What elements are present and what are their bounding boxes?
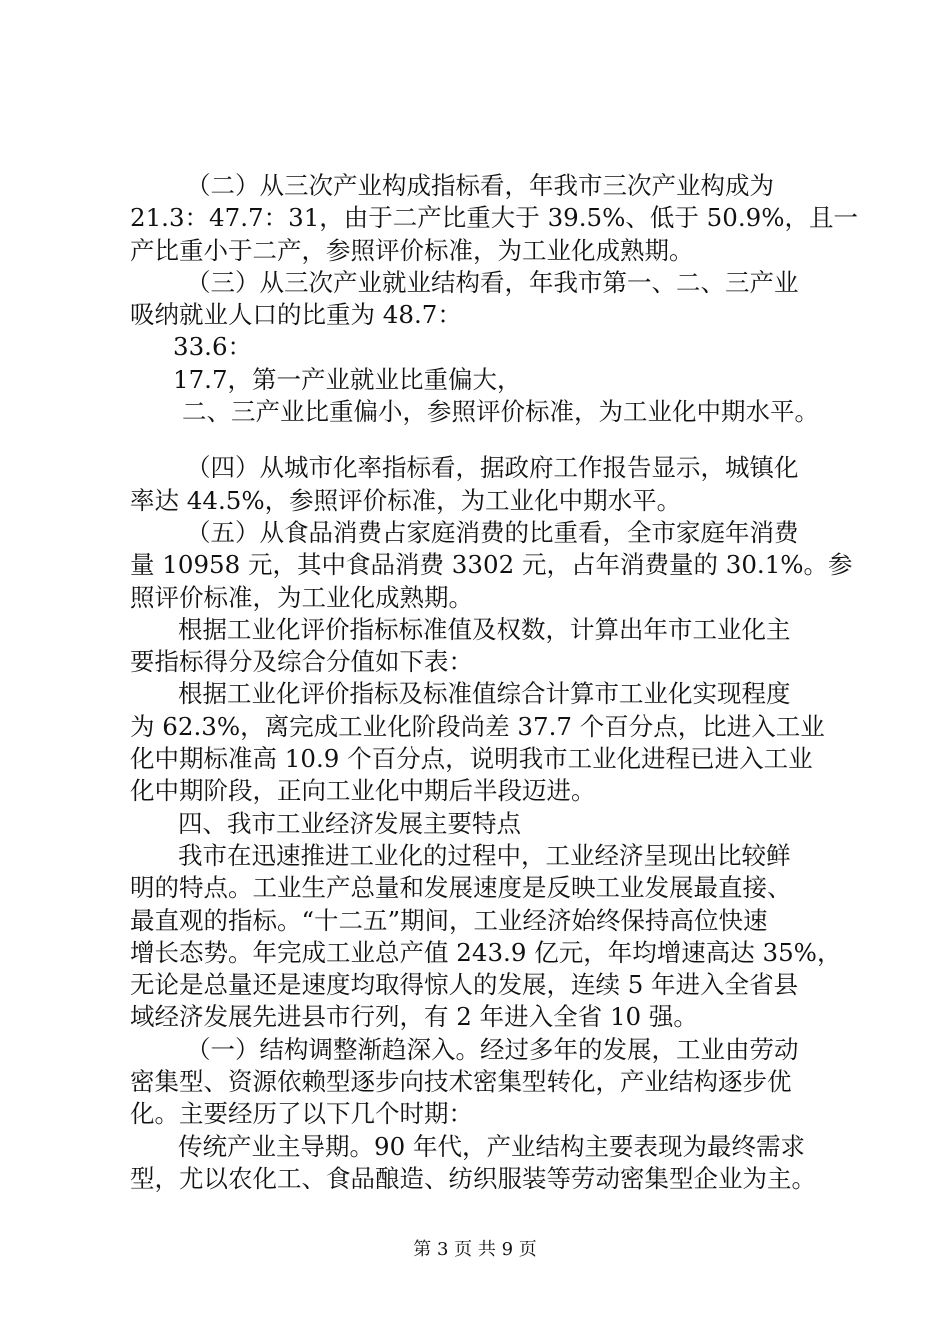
paragraph-line: 明的特点。工业生产总量和发展速度是反映工业发展最直接、 bbox=[130, 873, 792, 903]
paragraph-line: （二）从三次产业构成指标看，年我市三次产业构成为 bbox=[186, 171, 774, 200]
paragraph-line: 照评价标准，为工业化成熟期。 bbox=[130, 582, 473, 612]
paragraph-line: 最直观的指标。“十二五”期间，工业经济始终保持高位快速 bbox=[130, 905, 768, 935]
paragraph-line: （一）结构调整渐趋深入。经过多年的发展，工业由劳动 bbox=[186, 1034, 799, 1064]
paragraph-line: 产比重小于二产，参照评价标准，为工业化成熟期。 bbox=[130, 235, 694, 265]
paragraph-line: 域经济发展先进县市行列，有 2 年进入全省 10 强。 bbox=[130, 1002, 698, 1032]
paragraph-line: 化中期标准高 10.9 个百分点，说明我市工业化进程已进入工业 bbox=[130, 744, 813, 774]
paragraph-line: 传统产业主导期。90 年代，产业结构主要表现为最终需求 bbox=[178, 1131, 805, 1161]
paragraph-line: 17.7，第一产业就业比重偏大， bbox=[173, 364, 522, 394]
paragraph-line: 33.6： bbox=[173, 332, 253, 362]
paragraph-line: 无论是总量还是速度均取得惊人的发展，连续 5 年进入全省县 bbox=[130, 970, 799, 1000]
section-heading: 四、我市工业经济发展主要特点 bbox=[178, 808, 521, 838]
paragraph-line: 密集型、资源依赖型逐步向技术密集型转化，产业结构逐步优 bbox=[130, 1067, 792, 1097]
page-number: 第 3 页 bbox=[413, 1239, 473, 1260]
document-body bbox=[130, 170, 859, 1195]
paragraph-line: 21.3：47.7：31，由于二产比重大于 39.5%、低于 50.9%，且一 bbox=[130, 203, 859, 233]
paragraph-line: 根据工业化评价指标及标准值综合计算市工业化实现程度 bbox=[178, 679, 791, 709]
paragraph-line: 率达 44.5%，参照评价标准，为工业化中期水平。 bbox=[130, 485, 682, 515]
paragraph-line: （三）从三次产业就业结构看，年我市第一、二、三产业 bbox=[186, 267, 799, 297]
paragraph-line: 量 10958 元，其中食品消费 3302 元，占年消费量的 30.1%。参 bbox=[130, 550, 853, 580]
paragraph-line: 化中期阶段，正向工业化中期后半段迈进。 bbox=[130, 776, 596, 806]
paragraph-line: （四）从城市化率指标看，据政府工作报告显示，城镇化 bbox=[186, 453, 799, 483]
paragraph-line: 为 62.3%，离完成工业化阶段尚差 37.7 个百分点，比进入工业 bbox=[130, 711, 825, 741]
paragraph-gap bbox=[130, 428, 830, 452]
paragraph-line: 根据工业化评价指标标准值及权数，计算出年市工业化主 bbox=[178, 614, 791, 644]
page-footer bbox=[0, 1238, 950, 1262]
paragraph-line: 增长态势。年完成工业总产值 243.9 亿元，年均增速高达 35%， bbox=[130, 937, 842, 967]
paragraph-line: 化。主要经历了以下几个时期： bbox=[130, 1099, 473, 1129]
paragraph-line: 我市在迅速推进工业化的过程中，工业经济呈现出比较鲜 bbox=[178, 840, 791, 870]
paragraph-line: 吸纳就业人口的比重为 48.7： bbox=[130, 300, 462, 330]
paragraph-line: （五）从食品消费占家庭消费的比重看，全市家庭年消费 bbox=[186, 517, 799, 547]
paragraph-line: 二、三产业比重偏小，参照评价标准，为工业化中期水平。 bbox=[182, 397, 819, 427]
paragraph-line: 要指标得分及综合分值如下表： bbox=[130, 647, 473, 677]
page-total: 共 9 页 bbox=[477, 1239, 537, 1260]
paragraph-line: 型，尤以农化工、食品酿造、纺织服装等劳动密集型企业为主。 bbox=[130, 1163, 816, 1193]
